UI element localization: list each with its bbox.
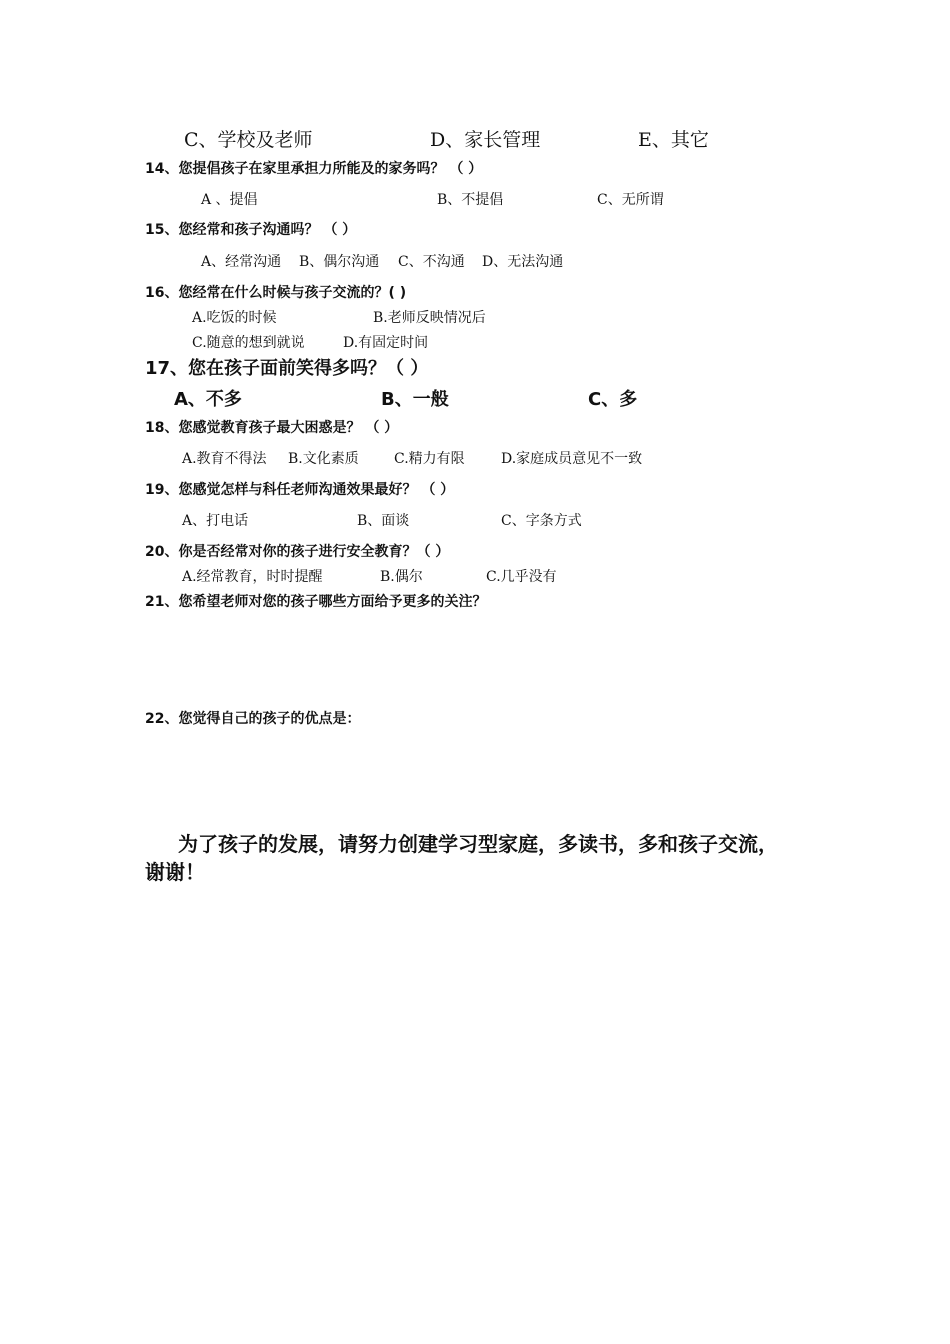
question-14: 14、您提倡孩子在家里承担力所能及的家务吗？ （ ） (145, 161, 483, 177)
q20-option-c: C.几乎没有 (486, 569, 557, 585)
q13-option-d: D、家长管理 (430, 129, 541, 151)
q18-option-d: D.家庭成员意见不一致 (501, 451, 643, 467)
q14-option-c: C、无所谓 (597, 192, 664, 208)
q14-option-a: A 、提倡 (201, 192, 258, 208)
q19-option-b: B、面谈 (357, 513, 410, 529)
q19-option-c: C、字条方式 (501, 513, 582, 529)
q15-option-a: A、经常沟通 (201, 254, 282, 270)
q16-option-d: D.有固定时间 (343, 335, 429, 351)
q20-option-b: B.偶尔 (380, 569, 423, 585)
q17-option-b: B、一般 (381, 389, 449, 410)
q18-option-a: A.教育不得法 (182, 451, 267, 467)
question-22: 22、您觉得自己的孩子的优点是： (145, 711, 361, 727)
q18-option-b: B.文化素质 (288, 451, 359, 467)
closing-line-1: 为了孩子的发展，请努力创建学习型家庭，多读书，多和孩子交流， (178, 832, 778, 856)
q13-option-e: E、其它 (638, 129, 709, 151)
question-20: 20、你是否经常对你的孩子进行安全教育？（ ） (145, 544, 450, 560)
q18-option-c: C.精力有限 (394, 451, 465, 467)
q16-option-a: A.吃饭的时候 (192, 310, 277, 326)
question-16: 16、您经常在什么时候与孩子交流的？( ) (145, 285, 407, 301)
q16-option-b: B.老师反映情况后 (373, 310, 486, 326)
question-15: 15、您经常和孩子沟通吗？ （ ） (145, 222, 357, 238)
q15-option-d: D、无法沟通 (482, 254, 564, 270)
q14-option-b: B、不提倡 (437, 192, 504, 208)
q20-option-a: A.经常教育，时时提醒 (182, 569, 323, 585)
question-19: 19、您感觉怎样与科任老师沟通效果最好？ （ ） (145, 482, 455, 498)
question-17: 17、您在孩子面前笑得多吗？（ ） (145, 358, 429, 379)
q19-option-a: A、打电话 (182, 513, 249, 529)
q15-option-b: B、偶尔沟通 (299, 254, 380, 270)
q16-option-c: C.随意的想到就说 (192, 335, 305, 351)
q17-option-c: C、多 (588, 389, 638, 410)
question-18: 18、您感觉教育孩子最大困惑是？ （ ） (145, 420, 399, 436)
question-21: 21、您希望老师对您的孩子哪些方面给予更多的关注？ (145, 594, 487, 610)
q13-option-c: C、学校及老师 (184, 129, 313, 151)
q15-option-c: C、不沟通 (398, 254, 465, 270)
q17-option-a: A、不多 (174, 389, 242, 410)
closing-line-2: 谢谢！ (145, 860, 205, 884)
